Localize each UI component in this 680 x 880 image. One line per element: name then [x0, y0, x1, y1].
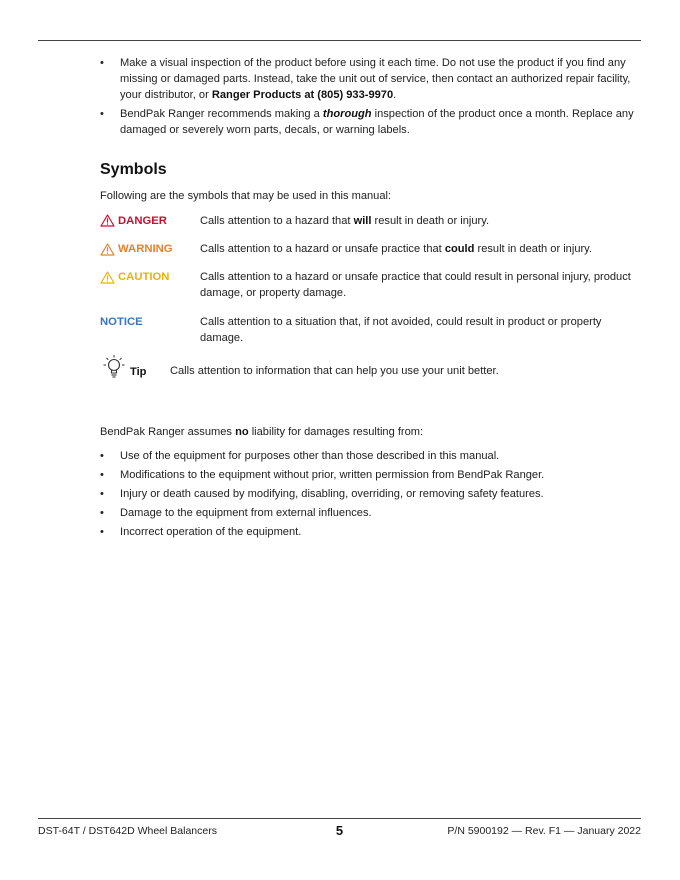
page-content [100, 55, 645, 543]
list-item: • Make a visual inspection of the product before using it each time. Do not use the product if you find any missing or damaged parts. Instead, take the unit out of service, then contact an authorized repair facility, your distributor, or Ranger Products at (805) 933-9970. [100, 55, 645, 103]
warning-triangle-icon [100, 214, 115, 227]
caution-label: CAUTION [118, 271, 170, 284]
list-item: • Incorrect operation of the equipment. [100, 524, 645, 540]
footer-part-number: P/N 5900192 — Rev. F1 — January 2022 [447, 825, 641, 837]
tip-label: Tip [130, 365, 147, 378]
warning-label: WARNING [118, 243, 173, 256]
liability-list [100, 448, 645, 540]
symbol-caution: CAUTION Calls attention to a hazard or unsafe practice that could result in personal injury, product damage, or property damage. [100, 269, 645, 301]
danger-label: DANGER [118, 214, 167, 227]
phone-contact: Ranger Products at (805) 933-9970 [211, 89, 394, 102]
symbol-tip: Tip Calls attention to information that can help you use your unit better. [100, 354, 645, 380]
header-rule [38, 40, 641, 41]
section-heading-symbols: Symbols [100, 161, 167, 179]
warning-triangle-icon [100, 271, 115, 284]
page-number: 5 [335, 823, 344, 838]
footer-product: DST-64T / DST642D Wheel Balancers [38, 825, 217, 837]
footer-rule [38, 818, 641, 819]
symbol-warning: WARNING Calls attention to a hazard or unsafe practice that could result in death or injury. [100, 241, 645, 257]
list-item: • Damage to the equipment from external influences. [100, 505, 645, 521]
inspection-list [100, 55, 645, 138]
page-footer [38, 824, 641, 840]
liability-intro: BendPak Ranger assumes no liability for damages resulting from: [100, 425, 424, 438]
list-item: • Modifications to the equipment without prior, written permission from BendPak Ranger. [100, 467, 645, 483]
symbol-danger: DANGER Calls attention to a hazard that will result in death or injury. [100, 213, 645, 229]
symbol-notice: NOTICE Calls attention to a situation that, if not avoided, could result in product or property damage. [100, 315, 602, 344]
lightbulb-icon [100, 354, 128, 380]
emphasis-thorough: thorough [322, 108, 372, 121]
list-item: • Injury or death caused by modifying, disabling, overriding, or removing safety features. [100, 486, 645, 502]
notice-label: NOTICE [100, 315, 143, 328]
warning-triangle-icon [100, 243, 115, 256]
symbols-intro: Following are the symbols that may be used in this manual: [100, 189, 392, 202]
list-item: • BendPak Ranger recommends making a thorough inspection of the product once a month. Replace any damaged or severely worn parts, decals, or warning labels. [100, 106, 645, 138]
list-item: • Use of the equipment for purposes other than those described in this manual. [100, 448, 645, 464]
